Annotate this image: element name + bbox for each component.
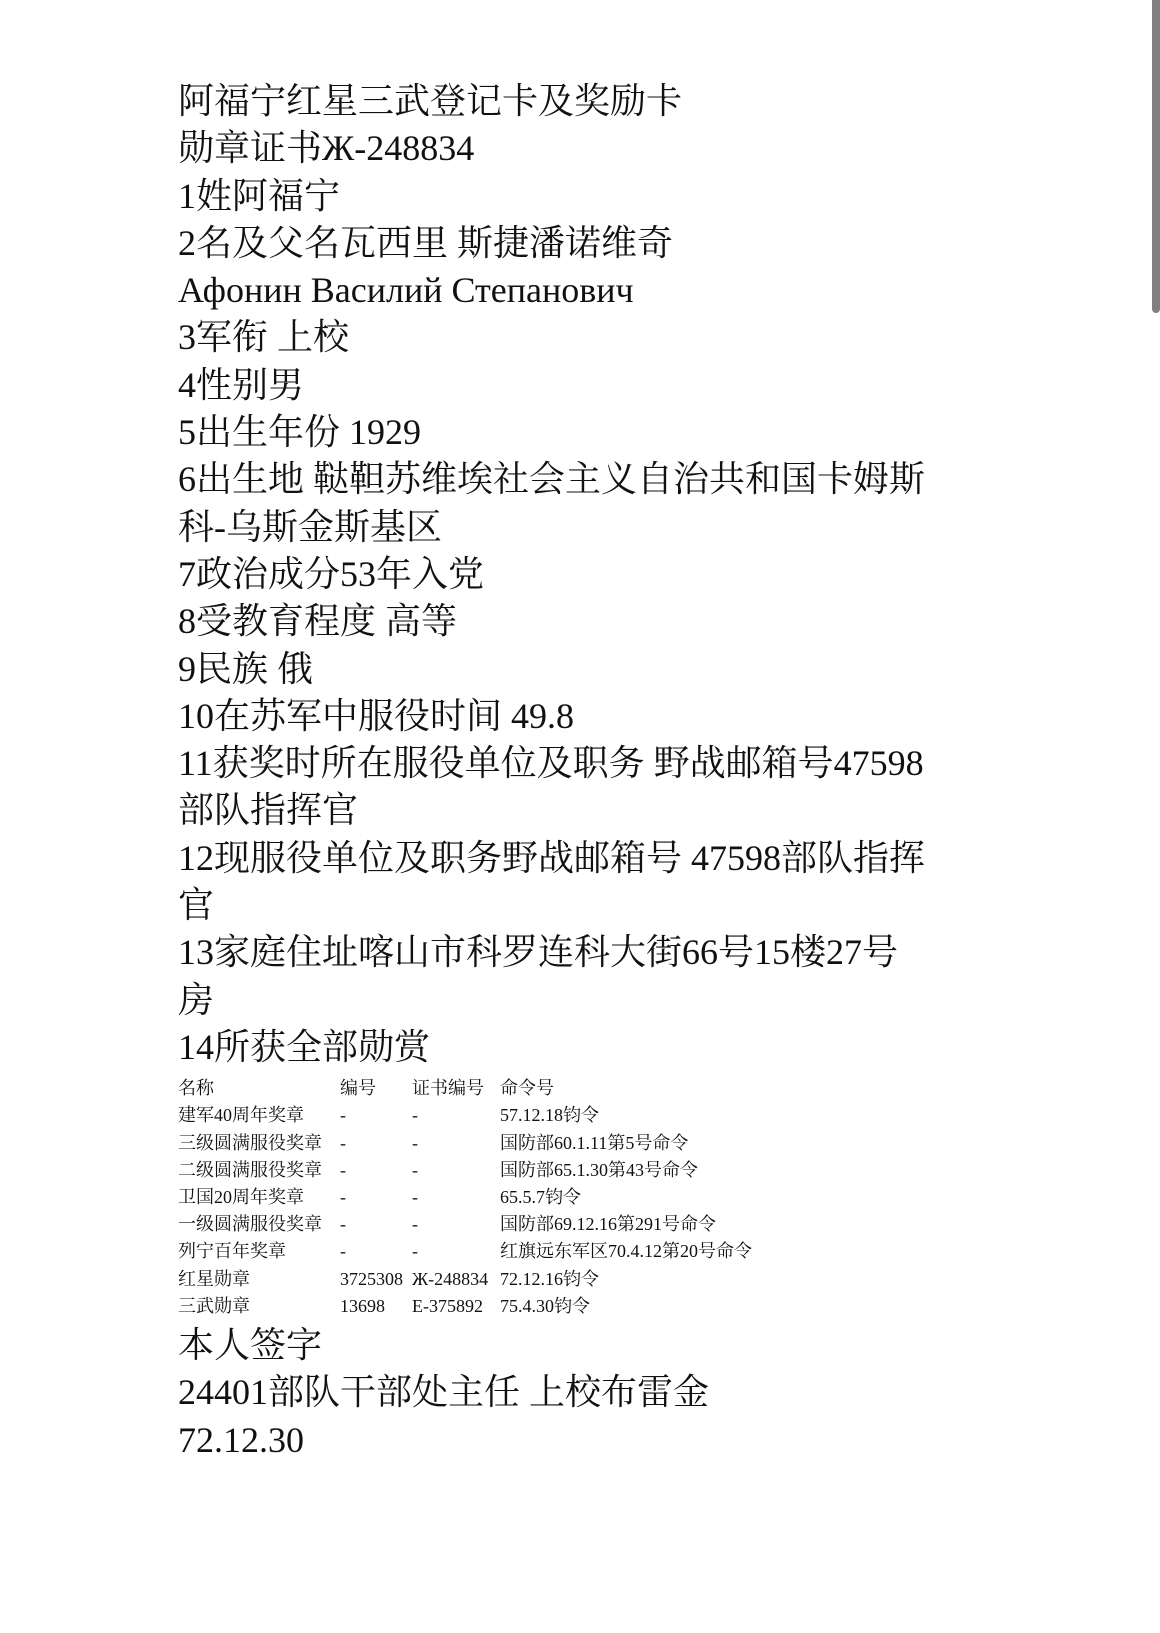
field-line: 5出生年份 1929: [178, 412, 422, 453]
officer-signature: 24401部队干部处主任 上校布雷金: [178, 1372, 710, 1413]
field-item: [178, 929, 1008, 1024]
award-name: 列宁百年奖章: [178, 1241, 286, 1262]
field-line: 11获奖时所在服役单位及职务 野战邮箱号47598: [178, 743, 924, 784]
field-line: 部队指挥官: [178, 790, 359, 831]
field-line: 12现服役单位及职务野战邮箱号 47598部队指挥: [178, 837, 926, 878]
award-number: -: [340, 1241, 346, 1262]
field-line: 3军衔 上校: [178, 317, 350, 358]
award-number: -: [340, 1159, 346, 1180]
table-row: [178, 1102, 752, 1129]
field-line: 6出生地 鞑靼苏维埃社会主义自治共和国卡姆斯: [178, 459, 926, 500]
table-header-row: [178, 1075, 752, 1102]
field-line: 9民族 俄: [178, 648, 314, 689]
column-header-number: 编号: [340, 1078, 376, 1099]
field-item: [178, 314, 1008, 361]
field-line: 官: [178, 885, 215, 926]
award-certificate: -: [412, 1241, 418, 1262]
field-line: 房: [178, 979, 215, 1020]
award-certificate: -: [412, 1214, 418, 1235]
award-number: -: [340, 1105, 346, 1126]
award-name: 卫国20周年奖章: [178, 1187, 304, 1208]
award-certificate: -: [412, 1132, 418, 1153]
award-number: -: [340, 1214, 346, 1235]
field-list: [178, 173, 1008, 1072]
field-line: 1姓阿福宁: [178, 175, 341, 216]
award-certificate: E-375892: [412, 1295, 483, 1316]
registration-card: [178, 78, 1008, 1464]
field-item: [178, 646, 1008, 693]
field-item: [178, 740, 1008, 835]
award-name: 三级圆满服役奖章: [178, 1132, 322, 1153]
award-number: -: [340, 1187, 346, 1208]
field-item: [178, 1024, 1008, 1071]
table-row: [178, 1130, 752, 1157]
award-order: 国防部69.12.16第291号命令: [500, 1214, 716, 1235]
field-item: [178, 456, 1008, 551]
award-name: 二级圆满服役奖章: [178, 1159, 322, 1180]
field-line: 7政治成分53年入党: [178, 553, 485, 594]
award-order: 57.12.18钧令: [500, 1105, 599, 1126]
table-row: [178, 1266, 752, 1293]
field-line: 4性别男: [178, 364, 305, 405]
award-certificate: -: [412, 1187, 418, 1208]
field-line: 14所获全部勋赏: [178, 1026, 431, 1067]
table-row: [178, 1184, 752, 1211]
award-order: 国防部60.1.11第5号命令: [500, 1132, 689, 1153]
award-certificate: -: [412, 1105, 418, 1126]
award-certificate: Ж-248834: [412, 1268, 489, 1289]
award-order: 国防部65.1.30第43号命令: [500, 1159, 698, 1180]
field-item: [178, 598, 1008, 645]
field-item: [178, 693, 1008, 740]
field-line: 8受教育程度 高等: [178, 601, 458, 642]
field-line: Афонин Василий Степанович: [178, 270, 634, 311]
field-line: 科-乌斯金斯基区: [178, 506, 442, 547]
awards-table: [178, 1075, 752, 1320]
field-item: [178, 835, 1008, 930]
field-line: 10在苏军中服役时间 49.8: [178, 695, 575, 736]
award-order: 72.12.16钧令: [500, 1268, 599, 1289]
award-number: -: [340, 1132, 346, 1153]
table-row: [178, 1211, 752, 1238]
column-header-name: 名称: [178, 1078, 214, 1099]
signature-date: 72.12.30: [178, 1419, 304, 1460]
award-number: 13698: [340, 1295, 385, 1316]
award-order: 65.5.7钧令: [500, 1187, 581, 1208]
award-number: 3725308: [340, 1268, 403, 1289]
field-item: [178, 409, 1008, 456]
award-name: 红星勋章: [178, 1268, 250, 1289]
document-title: 阿福宁红星三武登记卡及奖励卡: [178, 81, 683, 121]
table-row: [178, 1238, 752, 1265]
field-line: 2名及父名瓦西里 斯捷潘诺维奇: [178, 222, 674, 263]
award-certificate: -: [412, 1159, 418, 1180]
award-name: 一级圆满服役奖章: [178, 1214, 322, 1235]
award-name: 三武勋章: [178, 1295, 250, 1316]
column-header-certificate: 证书编号: [412, 1078, 484, 1099]
award-order: 红旗远东军区70.4.12第20号命令: [500, 1241, 752, 1262]
award-order: 75.4.30钧令: [500, 1295, 590, 1316]
field-line: 13家庭住址喀山市科罗连科大街66号15楼27号: [178, 932, 899, 973]
table-row: [178, 1157, 752, 1184]
signature-label: 本人签字: [178, 1325, 323, 1366]
table-row: [178, 1293, 752, 1320]
field-item: [178, 362, 1008, 409]
field-item: [178, 551, 1008, 598]
award-name: 建军40周年奖章: [178, 1105, 304, 1126]
field-item: [178, 220, 1008, 315]
column-header-order: 命令号: [500, 1078, 554, 1099]
scrollbar[interactable]: [1152, 0, 1160, 313]
certificate-number: 勋章证书Ж-248834: [178, 128, 475, 169]
field-item: [178, 173, 1008, 220]
